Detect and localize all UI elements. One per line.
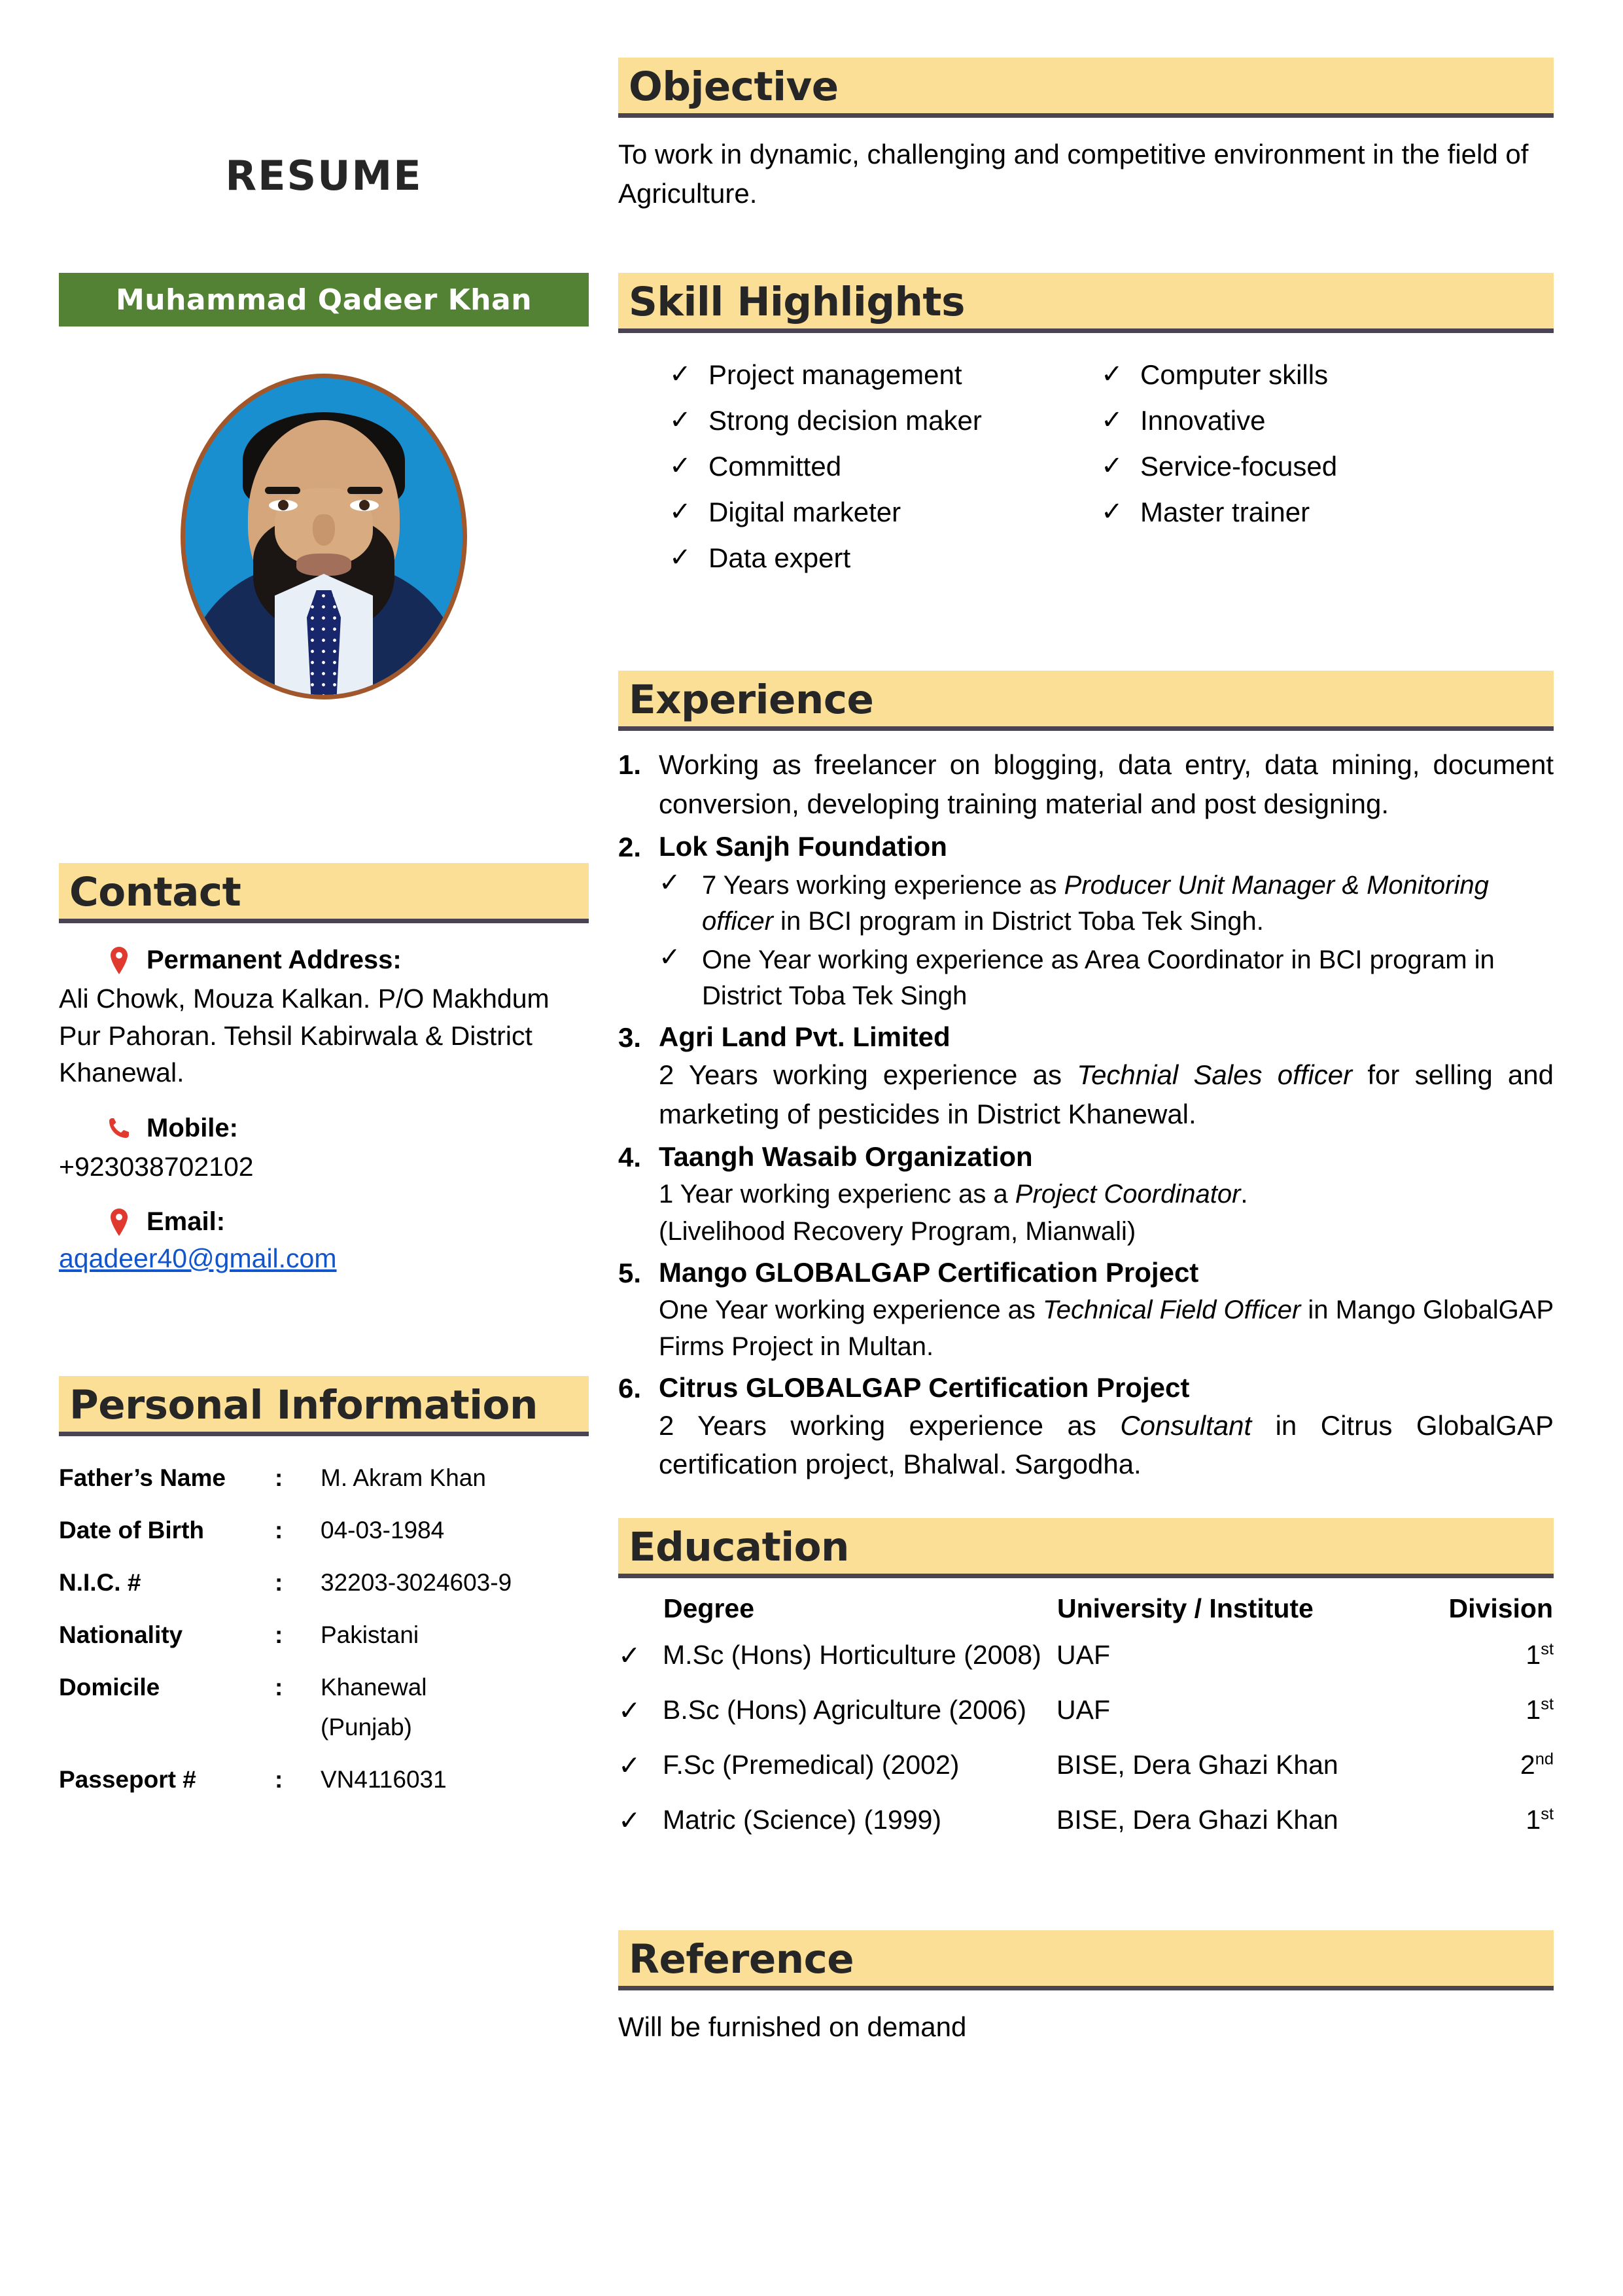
skill-label: Service-focused bbox=[1140, 451, 1338, 482]
skill-label: Innovative bbox=[1140, 405, 1266, 436]
division-value: 1st bbox=[1526, 1640, 1554, 1670]
skill-highlights-header-bar bbox=[618, 273, 1554, 333]
skill-highlights-heading: Skill Highlights bbox=[629, 279, 965, 326]
list-item bbox=[669, 359, 1101, 391]
check-icon: ✓ bbox=[669, 543, 691, 573]
education-heading: Education bbox=[629, 1524, 849, 1571]
skill-label: Master trainer bbox=[1140, 497, 1310, 528]
contact-header-bar bbox=[59, 863, 589, 923]
email-row bbox=[59, 1207, 589, 1237]
table-row bbox=[59, 1557, 589, 1609]
institute-value: BISE, Dera Ghazi Khan bbox=[1056, 1805, 1338, 1835]
table-row bbox=[618, 1628, 1554, 1683]
reference-text: Will be furnished on demand bbox=[618, 2011, 967, 2043]
map-pin-icon bbox=[105, 1208, 133, 1237]
mobile-label: Mobile: bbox=[147, 1113, 238, 1142]
skill-label: Data expert bbox=[708, 542, 851, 574]
phone-icon bbox=[105, 1116, 133, 1140]
item-number: 5. bbox=[618, 1258, 642, 1289]
email-link[interactable]: aqadeer40@gmail.com bbox=[59, 1243, 337, 1274]
experience-paragraph: Working as freelancer on blogging, data entry, data mining, document conversion, developing training material and post designing. bbox=[659, 749, 1554, 819]
list-item bbox=[618, 1369, 1554, 1484]
column-header-institute: University / Institute bbox=[1057, 1593, 1314, 1624]
check-icon: ✓ bbox=[669, 360, 691, 389]
list-item bbox=[1101, 451, 1533, 482]
list-item bbox=[618, 1018, 1554, 1133]
bullet-text: One Year working experience as Area Coordinator in BCI program in District Toba Tek Singh bbox=[702, 945, 1495, 1011]
experience-detail: 2 Years working experience as Consultant in Citrus GlobalGAP certification project, Bhalwal. Sargodha. bbox=[659, 1409, 1554, 1480]
pi-value: Pakistani bbox=[321, 1621, 419, 1649]
division-value: 2nd bbox=[1520, 1750, 1554, 1780]
map-pin-icon bbox=[105, 946, 133, 975]
division-value: 1st bbox=[1526, 1695, 1554, 1725]
personal-information-table bbox=[59, 1452, 589, 1806]
skill-label: Committed bbox=[708, 451, 842, 482]
check-icon: ✓ bbox=[669, 451, 691, 481]
item-number: 6. bbox=[618, 1372, 642, 1404]
institute-value: UAF bbox=[1056, 1640, 1110, 1670]
pi-key: Date of Birth bbox=[59, 1517, 204, 1544]
list-item bbox=[618, 828, 1554, 1015]
check-icon: ✓ bbox=[669, 406, 691, 435]
list-item bbox=[1101, 405, 1533, 436]
item-number: 4. bbox=[618, 1141, 642, 1173]
list-item bbox=[618, 1138, 1554, 1250]
skills-column-left bbox=[669, 359, 1101, 588]
pi-key: Passeport # bbox=[59, 1766, 196, 1793]
photo-container bbox=[59, 374, 589, 699]
skill-label: Project management bbox=[708, 359, 962, 391]
list-item bbox=[618, 1254, 1554, 1364]
contact-section bbox=[59, 863, 589, 1274]
pi-value: VN4116031 bbox=[321, 1766, 447, 1793]
pi-key bbox=[59, 1714, 275, 1754]
item-number: 3. bbox=[618, 1022, 642, 1053]
pi-key: N.I.C. # bbox=[59, 1569, 141, 1597]
degree-value: Matric (Science) (1999) bbox=[663, 1805, 942, 1835]
personal-information-section bbox=[59, 1376, 589, 1806]
check-icon: ✓ bbox=[1101, 360, 1123, 389]
table-row bbox=[618, 1738, 1554, 1793]
contact-heading: Contact bbox=[69, 869, 241, 915]
skill-label: Digital marketer bbox=[708, 497, 901, 528]
institute-value: UAF bbox=[1056, 1695, 1110, 1725]
check-icon: ✓ bbox=[659, 868, 681, 897]
check-icon: ✓ bbox=[669, 497, 691, 527]
list-item bbox=[669, 451, 1101, 482]
pi-sep: : bbox=[275, 1464, 283, 1492]
pi-value: M. Akram Khan bbox=[321, 1464, 486, 1492]
right-column bbox=[618, 0, 1554, 2296]
institute-value: BISE, Dera Ghazi Khan bbox=[1056, 1750, 1338, 1780]
reference-section bbox=[618, 1930, 1554, 2047]
table-row bbox=[59, 1452, 589, 1504]
experience-detail: One Year working experience as Technical Field Officer in Mango GlobalGAP Firms Project in Multan. bbox=[659, 1296, 1554, 1361]
bullet-row bbox=[659, 868, 1554, 940]
organization-name: Agri Land Pvt. Limited bbox=[659, 1021, 951, 1053]
mobile-row bbox=[59, 1114, 589, 1143]
list-item bbox=[669, 542, 1101, 574]
experience-detail: 2 Years working experience as Technial Sales officer for selling and marketing of pesticides in District Khanewal. bbox=[659, 1059, 1554, 1130]
skill-label: Computer skills bbox=[1140, 359, 1329, 391]
experience-detail: 1 Year working experienc as a Project Coordinator. bbox=[659, 1179, 1248, 1209]
reference-header-bar bbox=[618, 1930, 1554, 1990]
degree-value: F.Sc (Premedical) (2002) bbox=[663, 1750, 960, 1780]
personal-information-heading: Personal Information bbox=[69, 1382, 538, 1429]
pi-key: Domicile bbox=[59, 1674, 160, 1701]
portrait-brow-right bbox=[347, 487, 383, 494]
list-item bbox=[1101, 497, 1533, 528]
experience-heading: Experience bbox=[629, 677, 874, 724]
list-item bbox=[1101, 359, 1533, 391]
email-label: Email: bbox=[147, 1207, 226, 1237]
division-value: 1st bbox=[1526, 1805, 1554, 1835]
table-row bbox=[618, 1683, 1554, 1738]
column-header-division: Division bbox=[1448, 1593, 1553, 1624]
column-header-degree: Degree bbox=[663, 1593, 755, 1624]
table-row bbox=[59, 1754, 589, 1806]
pi-sep: : bbox=[275, 1674, 283, 1701]
item-number: 1. bbox=[618, 749, 642, 781]
pi-sep bbox=[275, 1714, 321, 1754]
portrait-pupil-left bbox=[278, 500, 288, 510]
item-number: 2. bbox=[618, 831, 642, 862]
check-icon: ✓ bbox=[618, 1750, 641, 1781]
spacer-header bbox=[618, 1593, 663, 1628]
check-icon: ✓ bbox=[659, 942, 681, 972]
avatar bbox=[181, 374, 467, 699]
pi-sep: : bbox=[275, 1569, 283, 1597]
address-label: Permanent Address: bbox=[147, 945, 402, 974]
table-header-row bbox=[618, 1593, 1554, 1628]
reference-heading: Reference bbox=[629, 1936, 854, 1983]
pi-value: Khanewal bbox=[321, 1674, 427, 1701]
check-icon: ✓ bbox=[618, 1805, 641, 1836]
education-table bbox=[618, 1593, 1554, 1848]
table-row bbox=[59, 1661, 589, 1714]
portrait-pupil-right bbox=[359, 500, 370, 510]
personal-information-header-bar bbox=[59, 1376, 589, 1436]
pi-sep: : bbox=[275, 1766, 283, 1793]
check-icon: ✓ bbox=[618, 1695, 641, 1726]
skill-label: Strong decision maker bbox=[708, 405, 982, 436]
portrait-tie bbox=[307, 590, 341, 695]
pi-sep: : bbox=[275, 1621, 283, 1649]
skill-highlights-section bbox=[618, 273, 1554, 588]
bullet-text: 7 Years working experience as Producer Unit Manager & Monitoring officer in BCI program in District Toba Tek Singh. bbox=[702, 870, 1489, 936]
pi-sep: : bbox=[275, 1517, 283, 1544]
portrait-mouth bbox=[296, 554, 351, 576]
objective-section bbox=[618, 58, 1554, 213]
education-section bbox=[618, 1518, 1554, 1848]
list-item bbox=[618, 745, 1554, 823]
check-icon: ✓ bbox=[1101, 406, 1123, 435]
pi-value: (Punjab) bbox=[321, 1714, 412, 1741]
objective-header-bar bbox=[618, 58, 1554, 118]
address-value: Ali Chowk, Mouza Kalkan. P/O Makhdum Pur Pahoran. Tehsil Kabirwala & District Khanewal. bbox=[59, 983, 550, 1088]
address-row bbox=[59, 945, 589, 975]
name-banner bbox=[59, 273, 589, 327]
check-icon: ✓ bbox=[618, 1640, 641, 1671]
bullet-row bbox=[659, 942, 1554, 1014]
portrait-nose bbox=[313, 514, 335, 546]
degree-value: M.Sc (Hons) Horticulture (2008) bbox=[663, 1640, 1041, 1670]
pi-key: Father’s Name bbox=[59, 1464, 226, 1492]
table-row bbox=[59, 1609, 589, 1661]
objective-text: To work in dynamic, challenging and competitive environment in the field of Agriculture. bbox=[618, 139, 1529, 209]
skills-grid bbox=[618, 359, 1554, 588]
experience-list bbox=[618, 745, 1554, 1484]
organization-name: Mango GLOBALGAP Certification Project bbox=[659, 1257, 1199, 1288]
pi-value: 04-03-1984 bbox=[321, 1517, 445, 1544]
experience-detail-secondary: (Livelihood Recovery Program, Mianwali) bbox=[659, 1217, 1136, 1246]
experience-section bbox=[618, 671, 1554, 1484]
list-item bbox=[669, 405, 1101, 436]
pi-key: Nationality bbox=[59, 1621, 183, 1649]
left-column bbox=[59, 0, 589, 2296]
table-row bbox=[59, 1714, 589, 1754]
candidate-name: Muhammad Qadeer Khan bbox=[115, 283, 532, 317]
experience-header-bar bbox=[618, 671, 1554, 731]
organization-name: Taangh Wasaib Organization bbox=[659, 1140, 1033, 1172]
portrait-brow-left bbox=[265, 487, 300, 494]
mobile-value: +923038702102 bbox=[59, 1151, 254, 1182]
list-item bbox=[669, 497, 1101, 528]
skills-column-right bbox=[1101, 359, 1533, 588]
check-icon: ✓ bbox=[1101, 451, 1123, 481]
check-icon: ✓ bbox=[1101, 497, 1123, 527]
page-title: RESUME bbox=[225, 152, 423, 200]
organization-name: Citrus GLOBALGAP Certification Project bbox=[659, 1371, 1190, 1403]
objective-heading: Objective bbox=[629, 63, 839, 110]
degree-value: B.Sc (Hons) Agriculture (2006) bbox=[663, 1695, 1027, 1725]
pi-value: 32203-3024603-9 bbox=[321, 1569, 512, 1597]
table-row bbox=[618, 1793, 1554, 1848]
organization-name: Lok Sanjh Foundation bbox=[659, 830, 947, 862]
table-row bbox=[59, 1504, 589, 1557]
education-header-bar bbox=[618, 1518, 1554, 1578]
